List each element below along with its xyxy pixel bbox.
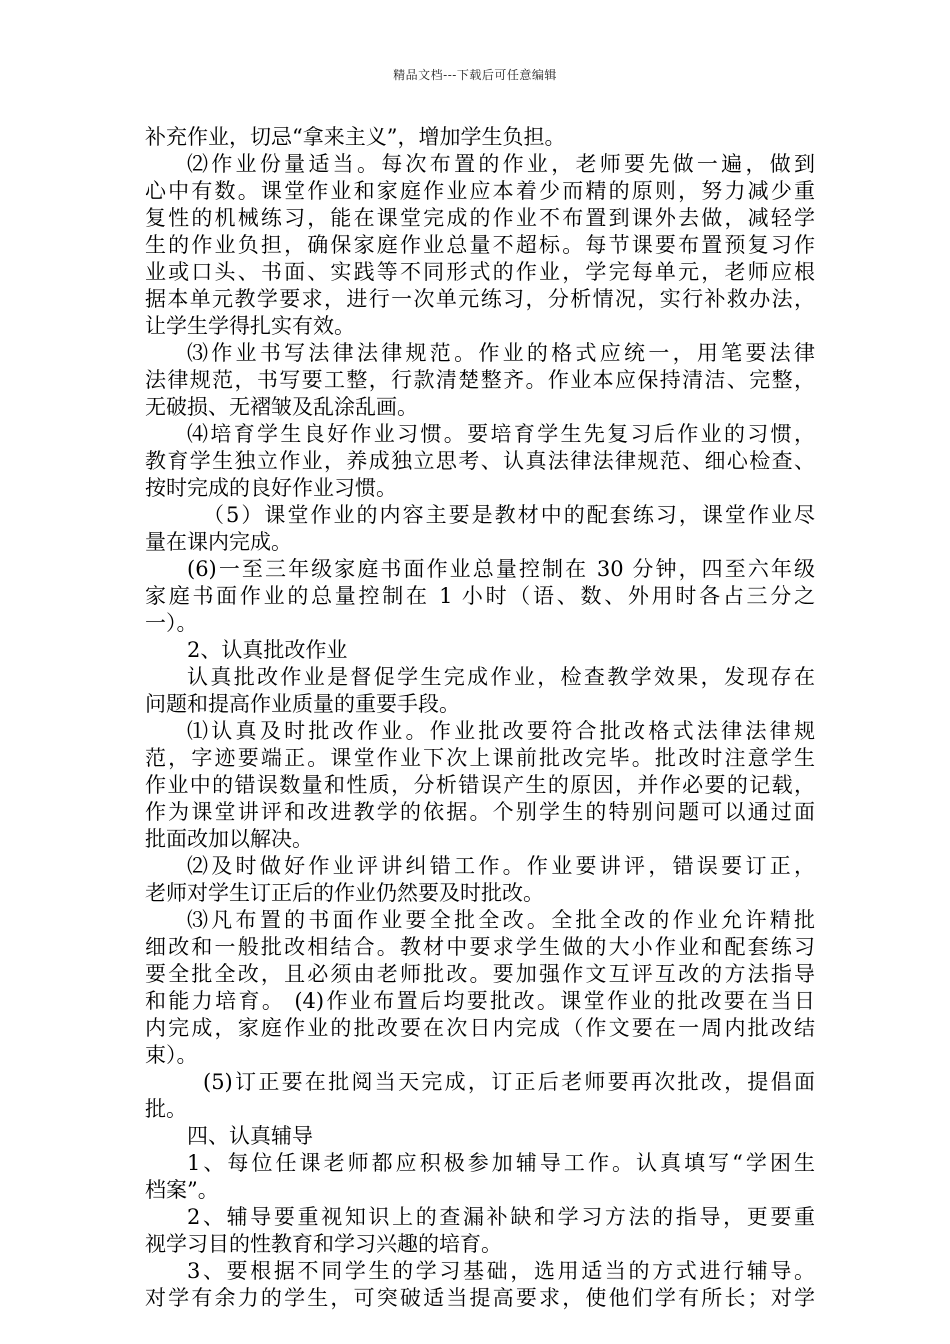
text-line: ⑷培育学生良好作业习惯。要培育学生先复习后作业的习惯， <box>187 422 815 446</box>
text-line: 视学习目的性教育和学习兴趣的培育。 <box>145 1232 502 1256</box>
text-line: 和能力培育。 (4)作业布置后均要批改。课堂作业的批改要在当日 <box>145 989 815 1013</box>
text-line: (5)订正要在批阅当天完成，订正后老师要再次批改，提倡面 <box>203 1070 815 1094</box>
text-line: 家庭书面作业的总量控制在 1 小时（语、数、外用时各占三分之 <box>145 584 815 608</box>
text-line: 细改和一般批改相结合。教材中要求学生做的大小作业和配套练习 <box>145 935 815 959</box>
text-line: 复性的机械练习，能在课堂完成的作业不布置到课外去做，减轻学 <box>145 206 815 230</box>
text-line: ⑶凡布置的书面作业要全批全改。全批全改的作业允许精批 <box>187 908 815 932</box>
text-line: 2、辅导要重视知识上的查漏补缺和学习方法的指导，更要重 <box>187 1205 815 1229</box>
text-line: 量在课内完成。 <box>145 530 292 554</box>
text-line: 心中有数。课堂作业和家庭作业应本着少而精的原则，努力减少重 <box>145 179 815 203</box>
text-line: 教育学生独立作业，养成独立思考、认真法律法律规范、细心检查、 <box>145 449 815 473</box>
text-line: ⑵作业份量适当。每次布置的作业，老师要先做一遍，做到 <box>187 152 815 176</box>
text-line: 无破损、无褶皱及乱涂乱画。 <box>145 395 418 419</box>
text-line: 批。 <box>145 1097 187 1121</box>
text-line: 让学生学得扎实有效。 <box>145 314 355 338</box>
text-line: 对学有余力的学生，可突破适当提高要求，使他们学有所长；对学 <box>145 1286 815 1310</box>
page-header: 精品文档---下载后可任意编辑 <box>393 68 557 82</box>
text-line: 束）。 <box>145 1043 198 1067</box>
text-line: 业或口头、书面、实践等不同形式的作业，学完每单元，老师应根 <box>145 260 815 284</box>
text-line: 要全批全改，且必须由老师批改。要加强作文互评互改的方法指导 <box>145 962 815 986</box>
text-line: 老师对学生订正后的作业仍然要及时批改。 <box>145 881 544 905</box>
text-line: 内完成，家庭作业的批改要在次日内完成（作文要在一周内批改结 <box>145 1016 815 1040</box>
text-line: 档案”。 <box>145 1178 219 1202</box>
text-line: 范，字迹要端正。课堂作业下次上课前批改完毕。批改时注意学生 <box>145 746 815 770</box>
text-line: 批面改加以解决。 <box>145 827 313 851</box>
text-line: 按时完成的良好作业习惯。 <box>145 476 397 500</box>
text-line: ⑶作业书写法律法律规范。作业的格式应统一，用笔要法律 <box>187 341 815 365</box>
text-line: 四、认真辅导 <box>187 1124 313 1148</box>
text-line: 据本单元教学要求，进行一次单元练习，分析情况，实行补救办法， <box>145 287 815 311</box>
text-line: 1、每位任课老师都应积极参加辅导工作。认真填写“学困生 <box>187 1151 815 1175</box>
text-line: 作业中的错误数量和性质，分析错误产生的原因，并作必要的记载， <box>145 773 815 797</box>
text-line: ⑴认真及时批改作业。作业批改要符合批改格式法律法律规 <box>187 719 815 743</box>
text-line: 认真批改作业是督促学生完成作业，检查教学效果，发现存在 <box>187 665 815 689</box>
document-body <box>145 124 815 1312</box>
text-line: （5）课堂作业的内容主要是教材中的配套练习，课堂作业尽 <box>203 503 815 527</box>
text-line: ⑵及时做好作业评讲纠错工作。作业要讲评，错误要订正， <box>187 854 815 878</box>
text-line: 补充作业，切忌“拿来主义”，增加学生负担。 <box>145 125 566 149</box>
text-line: 3、要根据不同学生的学习基础，选用适当的方式进行辅导。 <box>187 1259 815 1283</box>
text-line: 2、认真批改作业 <box>187 638 348 662</box>
text-line: 法律规范，书写要工整，行款清楚整齐。作业本应保持清洁、完整， <box>145 368 815 392</box>
text-line: 一）。 <box>145 611 198 635</box>
text-line: 作为课堂讲评和改进教学的依据。个别学生的特别问题可以通过面 <box>145 800 815 824</box>
text-line: (6)一至三年级家庭书面作业总量控制在 30 分钟，四至六年级 <box>187 557 815 581</box>
text-line: 生的作业负担，确保家庭作业总量不超标。每节课要布置预复习作 <box>145 233 815 257</box>
text-line: 问题和提高作业质量的重要手段。 <box>145 692 460 716</box>
